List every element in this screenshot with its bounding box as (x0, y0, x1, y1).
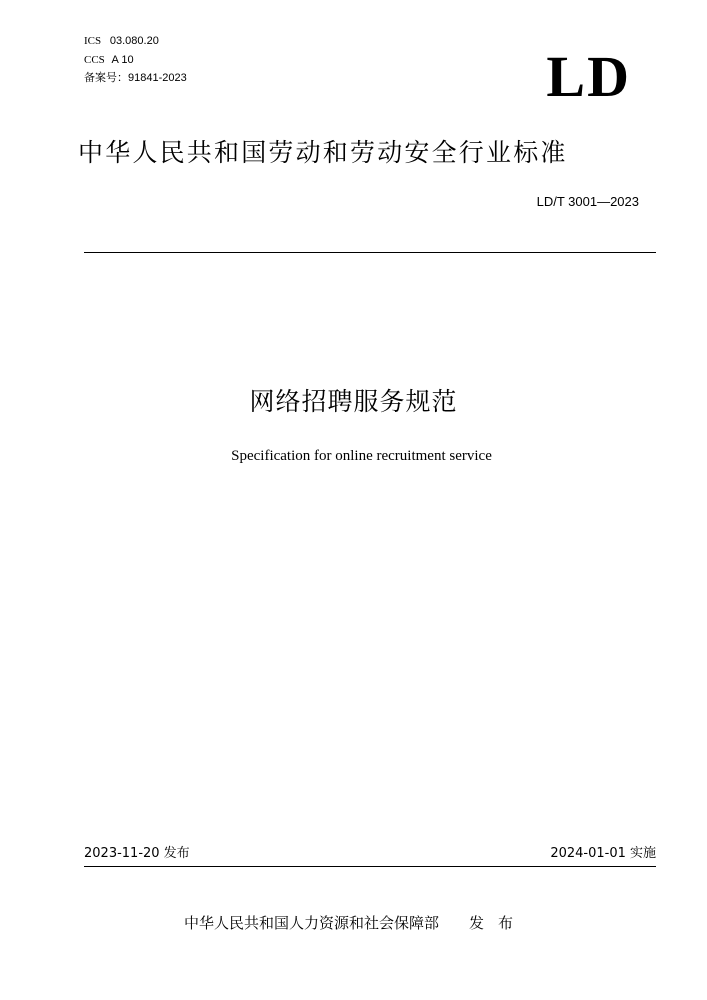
implement-date: 2024-01-01 实施 (550, 846, 656, 861)
filing-value: 91841-2023 (128, 72, 187, 84)
publish-date: 2023-11-20 发布 (84, 846, 190, 861)
document-subtitle: Specification for online recruitment service (231, 448, 492, 464)
filing-label: 备案号： (84, 72, 128, 84)
filing-line (84, 71, 187, 85)
ics-line (84, 34, 159, 48)
standard-number: LD/T 3001—2023 (536, 194, 639, 209)
top-divider (84, 252, 656, 253)
org-title: 中华人民共和国劳动和劳动安全行业标准 (78, 138, 568, 167)
issuer-name: 中华人民共和国人力资源和社会保障部 (184, 914, 440, 932)
ccs-value: A 10 (111, 54, 134, 66)
ccs-line (84, 53, 134, 67)
ics-label: ICS (84, 35, 102, 47)
ld-logo: LD (546, 44, 631, 109)
ics-value: 03.080.20 (109, 35, 159, 47)
issuer-line (184, 913, 527, 933)
ccs-label: CCS (84, 54, 105, 66)
document-title: 网络招聘服务规范 (249, 387, 458, 416)
bottom-divider (84, 866, 656, 867)
issuer-action: 发布 (469, 914, 528, 932)
